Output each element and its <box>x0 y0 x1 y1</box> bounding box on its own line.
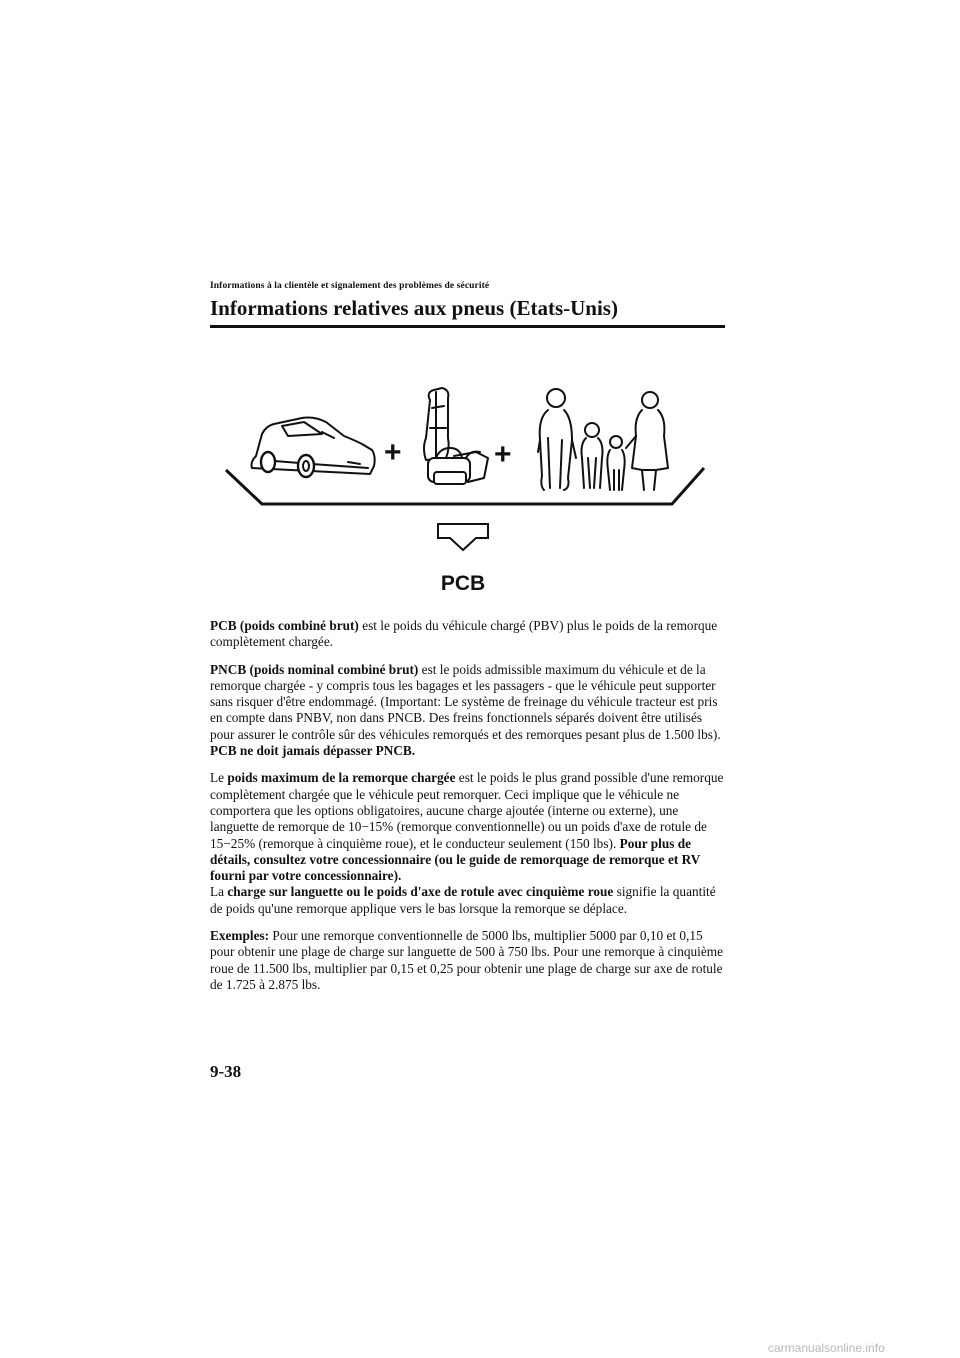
luggage-icon <box>424 388 488 484</box>
page-number: 9-38 <box>210 1062 242 1081</box>
title-divider <box>210 325 725 328</box>
plus-sign-1: + <box>384 436 402 469</box>
page-title: Informations relatives aux pneus (Etats-Unis) <box>210 296 618 320</box>
body-text <box>210 618 725 1004</box>
paragraph-pncb: PNCB (poids nominal combiné brut) est le poids admissible maximum du véhicule et de la remorque chargée - y compris tous les bagages et les passagers - que le véhicule peut supporter sans risquer d'être endommagé. (Important: Le système de freinage du véhicule tracteur est pris en compte dans PNBV, non dans PNCB. Des freins fonctionnels séparés doivent être utilisés pour assurer le contrôle sûr des véhicules remorqués et des remorques pesant plus de 1.500 lbs). PCB ne doit jamais dépasser PNCB. <box>210 661 721 759</box>
result-label: PCB <box>440 572 486 593</box>
paragraph-tongue-load: La charge sur languette ou le poids d'axe de rotule avec cinquième roue signifie la quantité de poids qu'une remorque applique vers le bas lorsque la remorque se déplace. <box>210 884 716 916</box>
paragraph-pcb: PCB (poids combiné brut) est le poids du véhicule chargé (PBV) plus le poids de la remorque complètement chargée. <box>210 618 718 650</box>
gross-combined-weight-illustration <box>222 378 712 593</box>
result-arrow <box>438 524 488 550</box>
paragraph-examples: Exemples: Pour une remorque conventionnelle de 5000 lbs, multiplier 5000 par 0,10 et 0,15 pour obtenir une plage de charge sur languette de 500 à 750 lbs. Pour une remorque à cinquième roue de 11.500 lbs, multiplier par 0,15 et 0,25 pour obtenir une plage de charge sur axe de rotule de 1.725 à 2.875 lbs. <box>210 928 724 992</box>
watermark: carmanualsonline.info <box>768 1341 885 1355</box>
family-icon <box>538 389 668 490</box>
plus-sign-2: + <box>494 438 512 471</box>
section-kicker: Informations à la clientèle et signalement des problèmes de sécurité <box>210 281 490 291</box>
paragraph-max-trailer-weight: Le poids maximum de la remorque chargée est le poids le plus grand possible d'une remorque complètement chargée que le véhicule peut remorquer. Ceci implique que le véhicule ne comportera que les options obligatoires, aucune charge ajoutée (interne ou externe), une languette de remorque de 10−15% (remorque conventionnelle) ou un poids d'axe de rotule de 15−25% (remorque à cinquième roue), et le conducteur seulement (150 lbs). Pour plus de détails, consultez votre concessionnaire (ou le guide de remorquage de remorque et RV fourni par votre concessionnaire). <box>210 770 724 884</box>
car-icon <box>252 418 375 478</box>
